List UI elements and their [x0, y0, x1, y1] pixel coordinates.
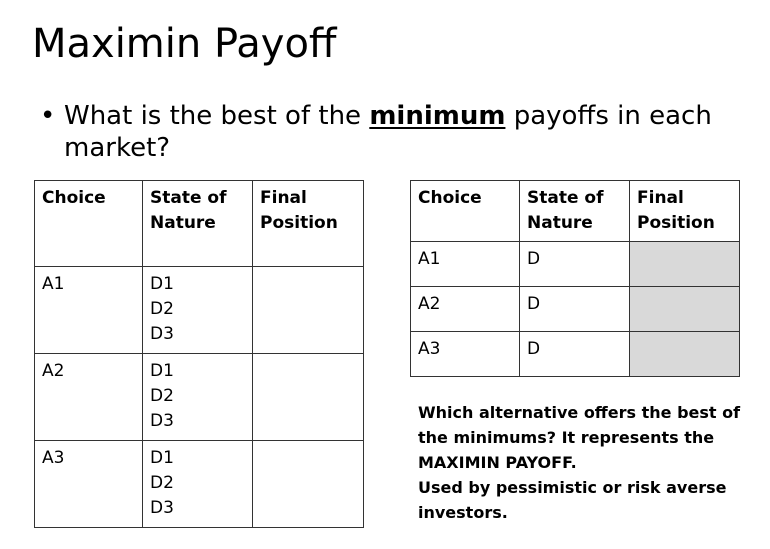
question-highlight: minimum	[369, 101, 506, 131]
state-cell: D	[520, 332, 630, 377]
header-choice: Choice	[35, 181, 143, 267]
table-row	[35, 354, 364, 441]
final-position-cell	[630, 332, 740, 377]
question-end: payoffs in each market?	[64, 101, 712, 163]
choice-cell: A1	[411, 242, 520, 287]
final-position-cell	[253, 441, 364, 528]
final-position-cell	[253, 354, 364, 441]
table-header-row	[411, 181, 740, 242]
table-header-row	[35, 181, 364, 267]
bullet-point	[40, 100, 740, 164]
header-state-of-nature: State of Nature	[143, 181, 253, 267]
payoff-table-minimums	[410, 180, 740, 377]
maximin-explanation	[418, 400, 748, 525]
header-state-of-nature: State of Nature	[520, 181, 630, 242]
note-line: MAXIMIN PAYOFF.	[418, 453, 577, 472]
states-cell: D1 D2 D3	[143, 441, 253, 528]
question-start: What is the best of the	[64, 101, 370, 131]
bullet-dot-icon: •	[40, 101, 56, 131]
state-cell: D	[520, 287, 630, 332]
note-line: investors.	[418, 503, 508, 522]
page-title: Maximin Payoff	[32, 21, 337, 67]
note-line: Used by pessimistic or risk averse	[418, 478, 727, 497]
note-line: the minimums? It represents the	[418, 428, 715, 447]
choice-cell: A2	[35, 354, 143, 441]
table-row	[411, 287, 740, 332]
header-final-position: Final Position	[630, 181, 740, 242]
header-final-position: Final Position	[253, 181, 364, 267]
choice-cell: A3	[411, 332, 520, 377]
header-choice: Choice	[411, 181, 520, 242]
states-cell: D1 D2 D3	[143, 354, 253, 441]
note-line: Which alternative offers the best of	[418, 403, 741, 422]
choice-cell: A1	[35, 267, 143, 354]
state-cell: D	[520, 242, 630, 287]
table-row	[411, 332, 740, 377]
table-row	[411, 242, 740, 287]
final-position-cell	[630, 242, 740, 287]
final-position-cell	[630, 287, 740, 332]
table-row	[35, 441, 364, 528]
choice-cell: A3	[35, 441, 143, 528]
table-row	[35, 267, 364, 354]
bullet-question	[64, 100, 740, 164]
final-position-cell	[253, 267, 364, 354]
states-cell: D1 D2 D3	[143, 267, 253, 354]
choice-cell: A2	[411, 287, 520, 332]
payoff-table-full	[34, 180, 364, 528]
